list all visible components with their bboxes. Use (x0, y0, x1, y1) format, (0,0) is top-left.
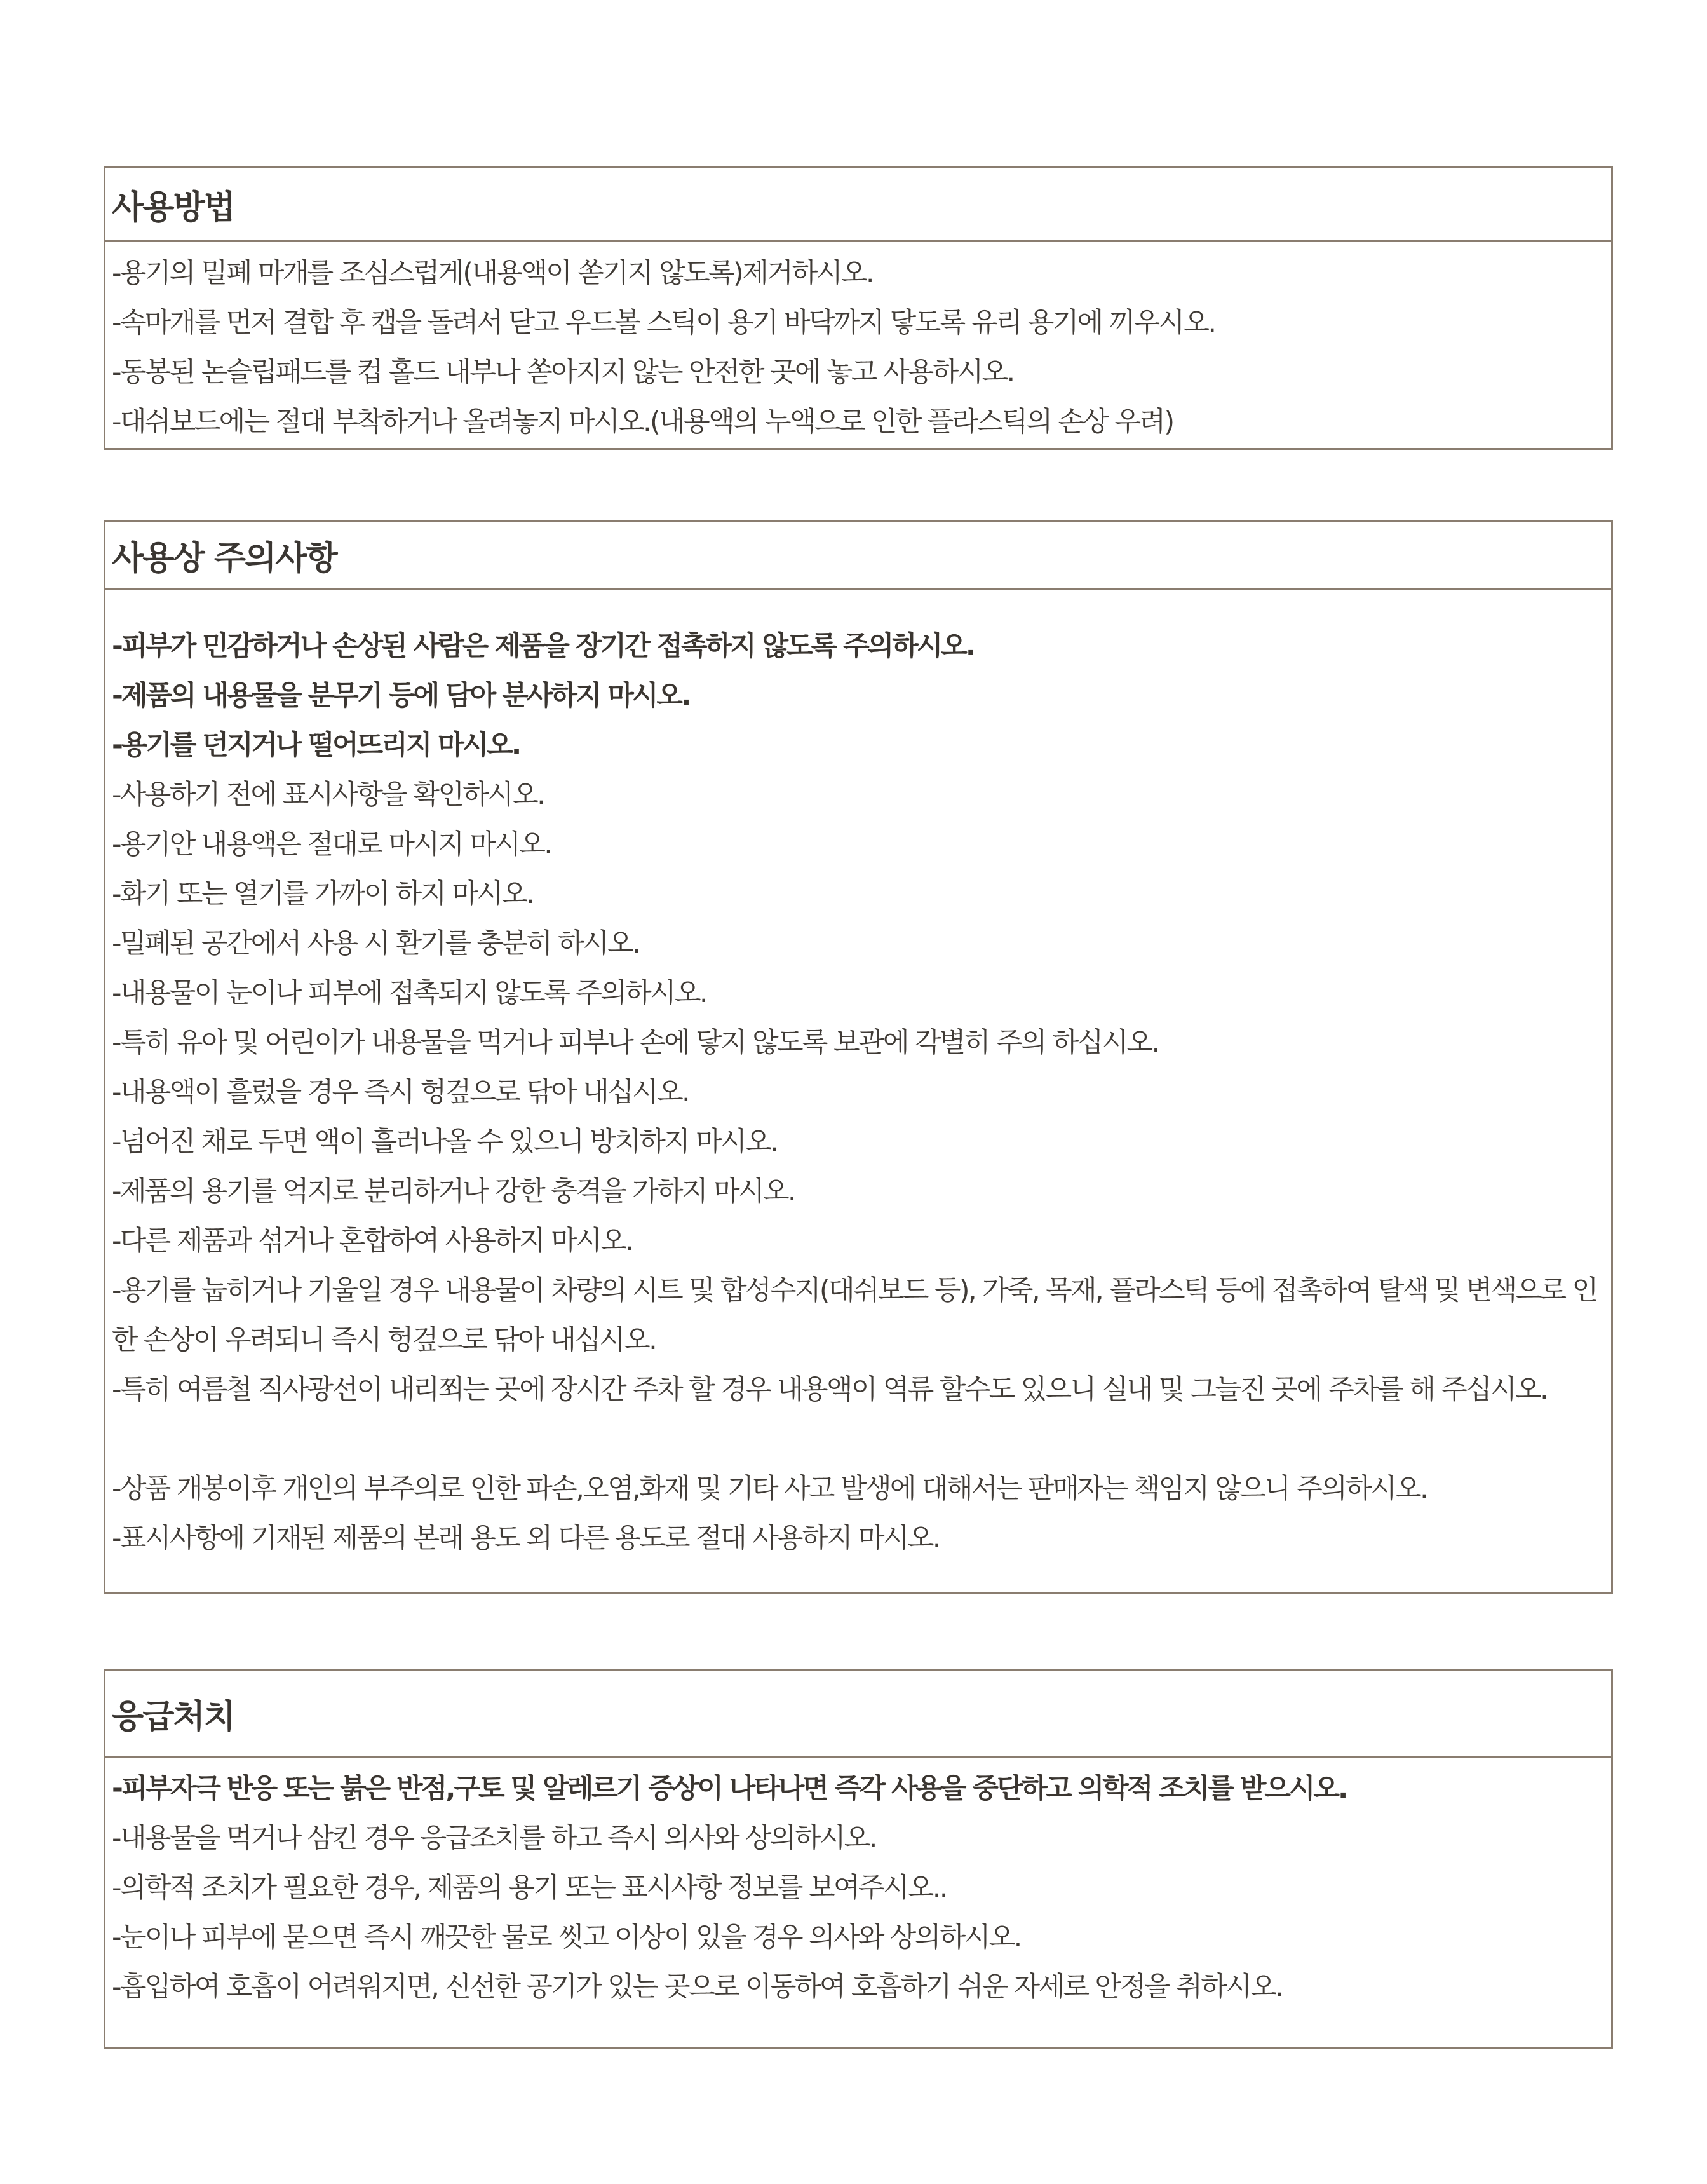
usage-body (105, 242, 1611, 447)
first-aid-section (104, 1669, 1613, 2049)
caution-line: -내용액이 흘렀을 경우 즉시 헝겊으로 닦아 내십시오. (112, 1076, 689, 1108)
caution-line: -용기안 내용액은 절대로 마시지 마시오. (112, 829, 551, 860)
caution-line: -내용물이 눈이나 피부에 접촉되지 않도록 주의하시오. (112, 977, 706, 1009)
caution-line: -특히 여름철 직사광선이 내리쬐는 곳에 장시간 주차 할 경우 내용액이 역류 할수도 있으니 실내 및 그늘진 곳에 주차를 해 주십시오. (112, 1374, 1548, 1406)
caution-line: -다른 제품과 섞거나 혼합하여 사용하지 마시오. (112, 1225, 633, 1257)
usage-line: -용기의 밀폐 마개를 조심스럽게(내용액이 쏟기지 않도록)제거하시오. (112, 257, 873, 289)
caution-line-emphasis: -용기를 던지거나 떨어뜨리지 마시오. (112, 729, 520, 761)
caution-line: -넘어진 채로 두면 액이 흘러나올 수 있으니 방치하지 마시오. (112, 1126, 778, 1158)
caution-line-emphasis: -피부가 민감하거나 손상된 사람은 제품을 장기간 접촉하지 않도록 주의하시오. (112, 630, 975, 662)
first-aid-title: 응급처치 (112, 1697, 234, 1736)
usage-line: -속마개를 먼저 결합 후 캡을 돌려서 닫고 우드볼 스틱이 용기 바닥까지 닿도록 유리 용기에 끼우시오. (112, 307, 1215, 339)
first-aid-line: -흡입하여 호흡이 어려워지면, 신선한 공기가 있는 곳으로 이동하여 호흡하기 쉬운 자세로 안정을 취하시오. (112, 1971, 1283, 2003)
first-aid-line: -내용물을 먹거나 삼킨 경우 응급조치를 하고 즉시 의사와 상의하시오. (112, 1822, 876, 1854)
caution-line: -용기를 눕히거나 기울일 경우 내용물이 차량의 시트 및 합성수지(대쉬보드 등), 가죽, 목재, 플라스틱 등에 접촉하여 탈색 및 변색으로 인한 손상이 우려되니 즉시 헝겊으로 닦아 내십시오. (112, 1275, 1597, 1356)
caution-line: -상품 개봉이후 개인의 부주의로 인한 파손,오염,화재 및 기타 사고 발생에 대해서는 판매자는 책임지 않으니 주의하시오. (112, 1473, 1427, 1505)
caution-title: 사용상 주의사항 (112, 539, 337, 578)
usage-line: -동봉된 논슬립패드를 컵 홀드 내부나 쏟아지지 않는 안전한 곳에 놓고 사용하시오. (112, 356, 1014, 388)
first-aid-header (105, 1671, 1611, 1758)
caution-line: -제품의 용기를 억지로 분리하거나 강한 충격을 가하지 마시오. (112, 1176, 795, 1207)
usage-header (105, 168, 1611, 242)
caution-line-emphasis: -제품의 내용물을 분무기 등에 담아 분사하지 마시오. (112, 680, 690, 712)
first-aid-line-emphasis: -피부자극 반응 또는 붉은 반점,구토 및 알레르기 증상이 나타나면 즉각 사용을 중단하고 의학적 조치를 받으시오. (112, 1773, 1347, 1805)
caution-line: -화기 또는 열기를 가까이 하지 마시오. (112, 878, 534, 910)
caution-section (104, 520, 1613, 1594)
usage-title: 사용방법 (112, 189, 234, 227)
caution-line: -표시사항에 기재된 제품의 본래 용도 외 다른 용도로 절대 사용하지 마시오. (112, 1523, 940, 1554)
caution-header (105, 522, 1611, 590)
first-aid-body (105, 1758, 1611, 2012)
caution-body (105, 590, 1611, 1563)
usage-section (104, 166, 1613, 450)
usage-line: -대쉬보드에는 절대 부착하거나 올려놓지 마시오.(내용액의 누액으로 인한 플라스틱의 손상 우려) (112, 406, 1173, 438)
caution-line: -특히 유아 및 어린이가 내용물을 먹거나 피부나 손에 닿지 않도록 보관에 각별히 주의 하십시오. (112, 1027, 1159, 1059)
first-aid-line: -눈이나 피부에 묻으면 즉시 깨끗한 물로 씻고 이상이 있을 경우 의사와 상의하시오. (112, 1922, 1021, 1953)
caution-line: -사용하기 전에 표시사항을 확인하시오. (112, 779, 544, 811)
first-aid-line: -의학적 조치가 필요한 경우, 제품의 용기 또는 표시사항 정보를 보여주시오.. (112, 1872, 947, 1904)
caution-line: -밀폐된 공간에서 사용 시 환기를 충분히 하시오. (112, 928, 640, 960)
